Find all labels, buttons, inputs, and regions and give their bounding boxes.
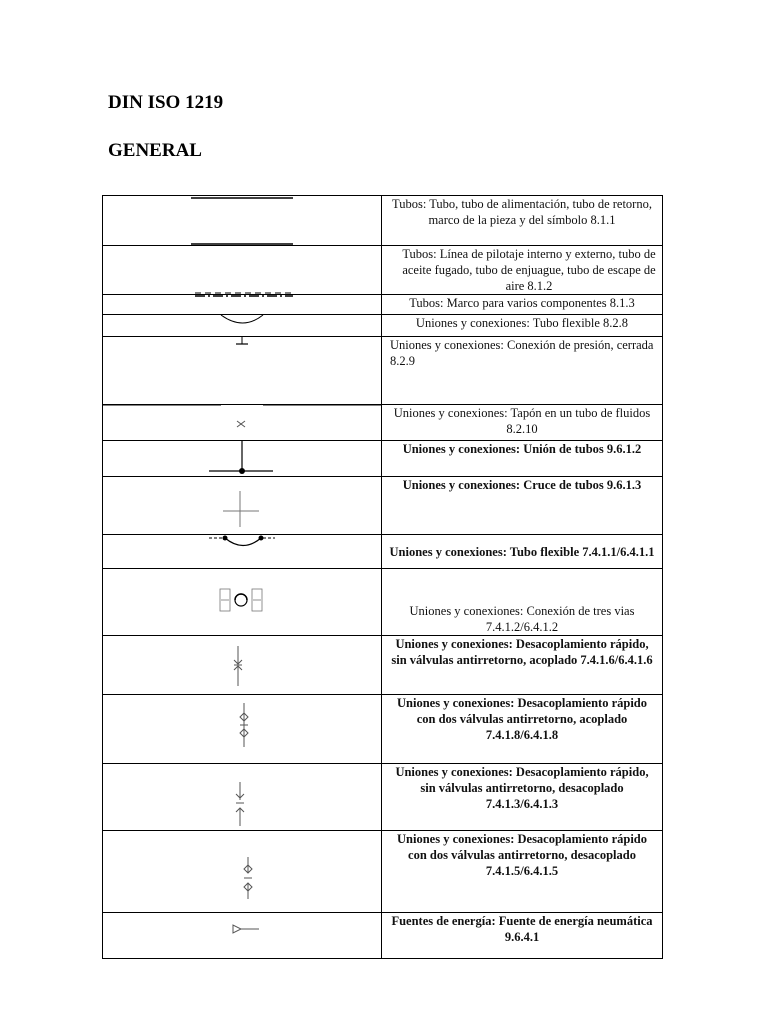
table-row bbox=[103, 405, 663, 441]
row-description: Uniones y conexiones: Desacoplamiento rápido con dos válvulas antirretorno, acoplado 7.4.1.8/6.4.1.8 bbox=[382, 695, 663, 764]
row-description: Uniones y conexiones: Unión de tubos 9.6.1.2 bbox=[382, 441, 663, 477]
flexible-hose-icon bbox=[103, 535, 381, 569]
plug-icon bbox=[103, 405, 381, 441]
table-row bbox=[103, 913, 663, 959]
row-description: Fuentes de energía: Fuente de energía neumática 9.6.4.1 bbox=[382, 913, 663, 959]
row-description: Uniones y conexiones: Conexión de tres vias 7.4.1.2/6.4.1.2 bbox=[382, 569, 663, 636]
symbol-table bbox=[102, 195, 663, 959]
row-description: Uniones y conexiones: Desacoplamiento rápido con dos válvulas antirretorno, desacoplado 7.4.1.5/6.4.1.5 bbox=[382, 831, 663, 913]
row-description: Tubos: Marco para varios componentes 8.1.3 bbox=[382, 295, 663, 315]
dashed-line-icon bbox=[103, 246, 381, 295]
quick-coupling-coupled-icon bbox=[103, 636, 381, 695]
row-description: Uniones y conexiones: Tapón en un tubo de fluidos 8.2.10 bbox=[382, 405, 663, 441]
table-row bbox=[103, 477, 663, 535]
tube-crossing-icon bbox=[103, 477, 381, 535]
flexible-tube-icon bbox=[103, 315, 381, 337]
table-row bbox=[103, 441, 663, 477]
section-title: GENERAL bbox=[108, 140, 202, 161]
table-row bbox=[103, 196, 663, 246]
solid-line-icon bbox=[103, 196, 381, 246]
row-description: Uniones y conexiones: Desacoplamiento rápido, sin válvulas antirretorno, desacoplado 7.4.1.3/6.4.1.3 bbox=[382, 764, 663, 831]
table-row bbox=[103, 295, 663, 315]
table-row bbox=[103, 695, 663, 764]
row-description: Tubos: Tubo, tubo de alimentación, tubo de retorno, marco de la pieza y del símbolo 8.1.1 bbox=[382, 196, 663, 246]
document-title: DIN ISO 1219 bbox=[108, 92, 224, 113]
tube-junction-icon bbox=[103, 441, 381, 477]
table-row bbox=[103, 831, 663, 913]
table-row bbox=[103, 315, 663, 337]
closed-pressure-connection-icon bbox=[103, 337, 381, 405]
row-description: Tubos: Línea de pilotaje interno y externo, tubo de aceite fugado, tubo de enjuague, tubo de escape de aire 8.1.2 bbox=[382, 246, 663, 295]
table-row bbox=[103, 569, 663, 636]
row-description: Uniones y conexiones: Tubo flexible 7.4.1.1/6.4.1.1 bbox=[382, 535, 663, 569]
quick-coupling-uncoupled-icon bbox=[103, 764, 381, 831]
table-row bbox=[103, 636, 663, 695]
pneumatic-source-icon bbox=[103, 913, 381, 959]
three-way-connection-icon bbox=[103, 569, 381, 636]
table-row bbox=[103, 246, 663, 295]
quick-coupling-valves-uncoupled-icon bbox=[103, 831, 381, 913]
table-row bbox=[103, 764, 663, 831]
row-description: Uniones y conexiones: Desacoplamiento rápido, sin válvulas antirretorno, acoplado 7.4.1.6/6.4.1.6 bbox=[382, 636, 663, 695]
table-row bbox=[103, 535, 663, 569]
table-row bbox=[103, 337, 663, 405]
row-description: Uniones y conexiones: Conexión de presión, cerrada 8.2.9 bbox=[382, 337, 663, 405]
row-description: Uniones y conexiones: Cruce de tubos 9.6.1.3 bbox=[382, 477, 663, 535]
dash-dot-line-icon bbox=[103, 295, 381, 315]
quick-coupling-valves-coupled-icon bbox=[103, 695, 381, 764]
row-description: Uniones y conexiones: Tubo flexible 8.2.8 bbox=[382, 315, 663, 337]
